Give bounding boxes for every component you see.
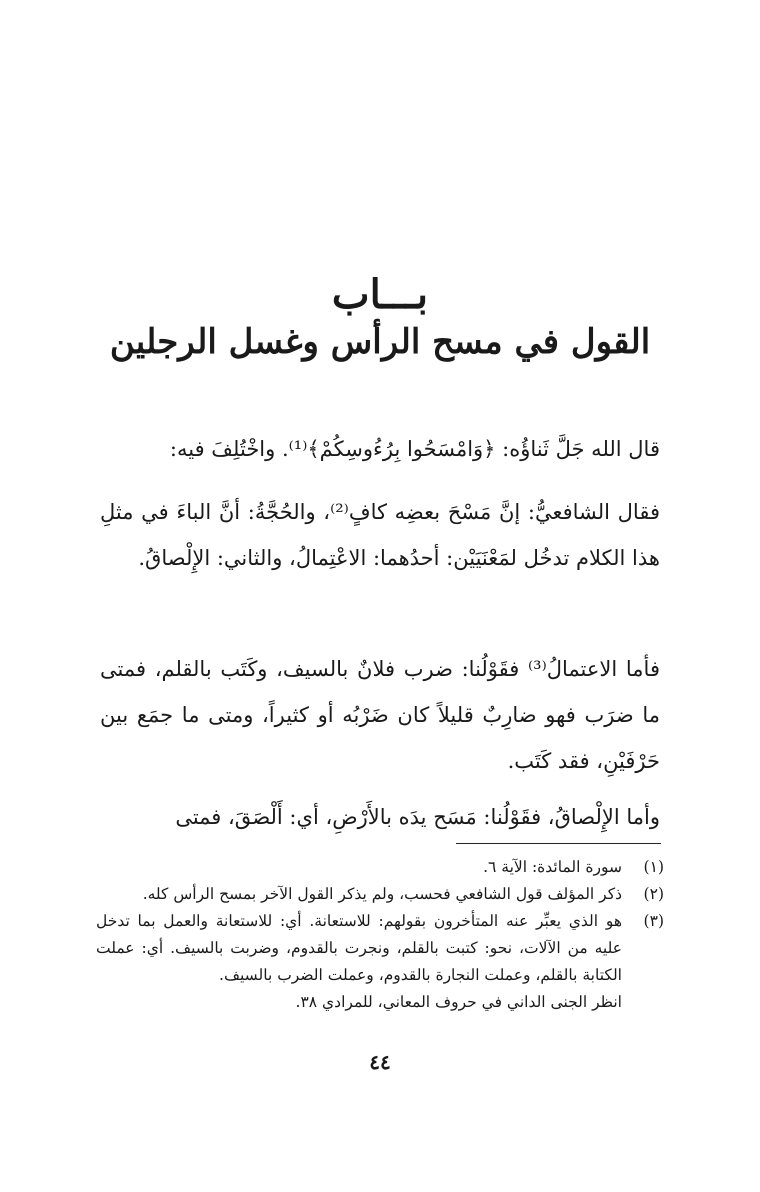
footnote-text: هو الذي يعبِّر عنه المتأخرون بقولهم: للاستعانة. أي: للاستعانة والعمل بما تدخل عليه من الآلات، نحو: كتبت بالقلم، ونجرت بالقدوم، وضربت بالسيف. أي: عملت الكتابة بالقلم، وعملت النجارة بالقدوم، وعملت الضرب بالسيف. — [96, 912, 622, 984]
footnote-reference: انظر الجنى الداني في حروف المعاني، للمرادي ٣٨. — [295, 993, 622, 1011]
footnote-text: سورة المائدة: الآية ٦. — [483, 858, 622, 876]
body-paragraph-2: فقال الشافعيُّ: إنَّ مَسْحَ بعضِه كافٍ⁽²⁾، والحُجَّةُ: أنَّ الباءَ في مثلِ هذا الكلام تدخُل لمَعْنَيَيْن: أحدُهما: الاعْتِمالُ، والثاني: الإِلْصاقُ. — [100, 500, 660, 570]
footnote-item — [96, 854, 664, 881]
page-number: ٤٤ — [369, 1050, 391, 1074]
footnote-separator — [456, 843, 661, 844]
footnote-number: (٢) — [643, 885, 664, 903]
body-paragraph-3: فأما الاعتمالُ⁽³⁾ فقَوْلُنا: ضرب فلانٌ بالسيف، وكَتَب بالقلم، فمتى ما ضرَب فهو ضارِبٌ قليلاً كان ضَرْبُه أو كثيراً، ومتى ما جمَع بين حَرْفَيْنِ، فقد كَتَب. — [100, 657, 660, 773]
footnote-number: (١) — [643, 858, 664, 876]
chapter-title: القول في مسح الرأس وغسل الرجلين — [109, 322, 651, 362]
footnote-item — [96, 908, 664, 989]
footnote-number: (٣) — [643, 912, 664, 930]
body-paragraph-4: وأما الإِلْصاقُ، فقَوْلُنا: مَسَح يدَه بالأَرْضِ، أي: أَلْصَقَ، فمتى — [175, 805, 660, 829]
footnote-item — [96, 881, 664, 908]
chapter-heading-word: بـــاب — [331, 271, 429, 318]
footnotes — [96, 854, 664, 1016]
body-paragraph-1: قال الله جَلَّ ثَناؤُه: ﴿وَامْسَحُوا بِرُءُوسِكُمْ﴾⁽¹⁾. واخْتُلِفَ فيه: — [169, 437, 660, 461]
footnote-text: ذكر المؤلف قول الشافعي فحسب، ولم يذكر القول الآخر بمسح الرأس كله. — [142, 885, 622, 903]
